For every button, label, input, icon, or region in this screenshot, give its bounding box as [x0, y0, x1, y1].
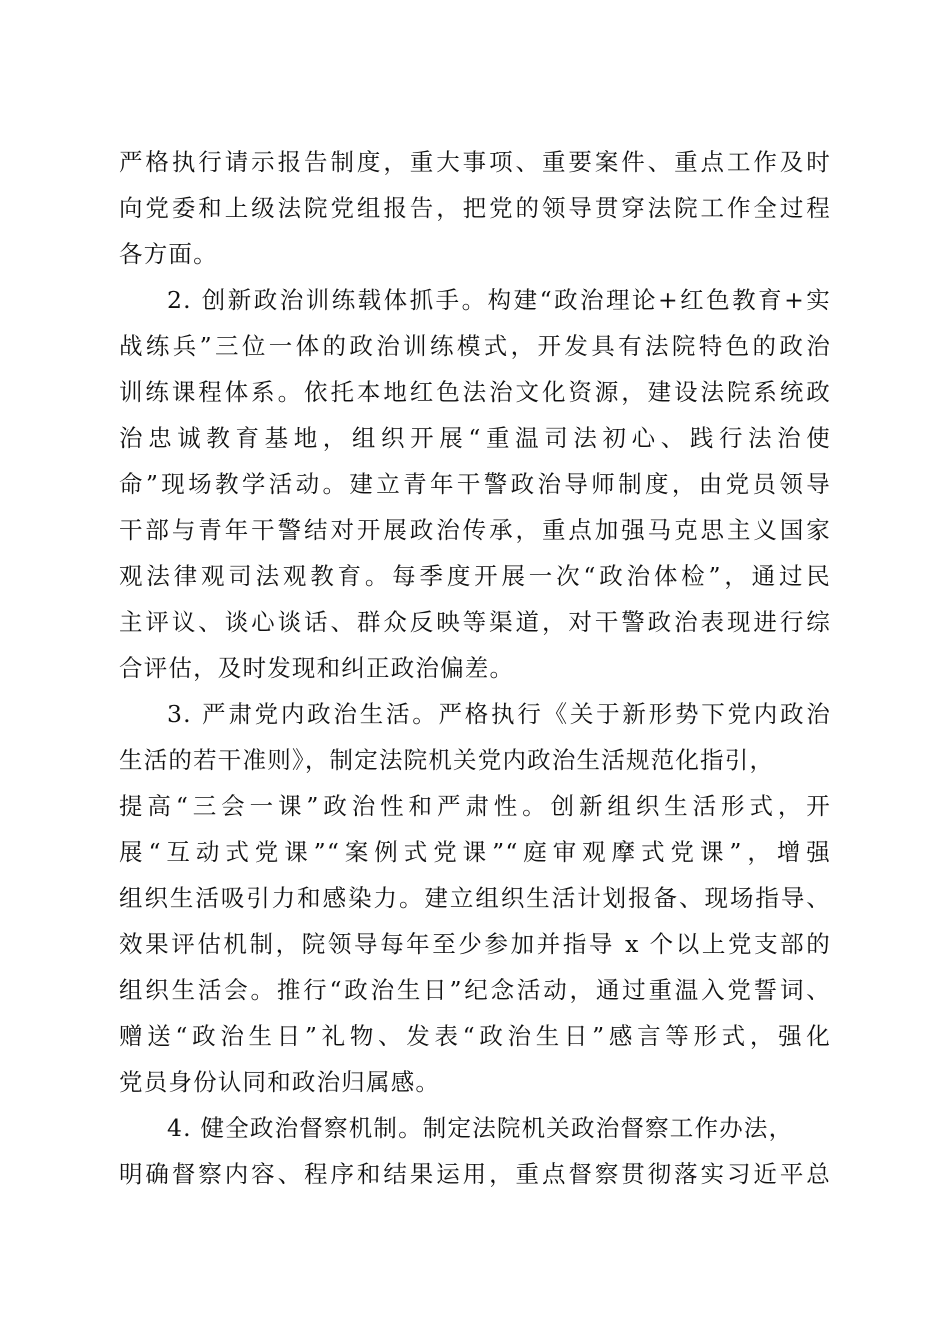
text-line: 训练课程体系。依托本地红色法治文化资源，建设法院系统政 [119, 378, 831, 406]
text-line: 生活的若干准则》，制定法院机关党内政治生活规范化指引， [119, 746, 775, 774]
text-line: 观法律观司法观教育。每季度开展一次“政治体检”，通过民 [119, 562, 831, 590]
text-line: 组织生活吸引力和感染力。建立组织生活计划报备、现场指导、 [119, 884, 831, 912]
text-line: 合评估，及时发现和纠正政治偏差。 [119, 654, 515, 682]
text-line: 治忠诚教育基地，组织开展“重温司法初心、践行法治使 [119, 424, 831, 452]
text-line: 组织生活会。推行“政治生日”纪念活动，通过重温入党誓词、 [119, 976, 831, 1004]
paragraph-4-heading-line: 4. 健全政治督察机制。制定法院机关政治督察工作办法， [167, 1114, 794, 1142]
text-line: 命”现场教学活动。建立青年干警政治导师制度，由党员领导 [119, 470, 831, 498]
text-line: 提高“三会一课”政治性和严肃性。创新组织生活形式，开 [119, 792, 831, 820]
text-line: 各方面。 [119, 240, 218, 268]
text-line: 主评议、谈心谈话、群众反映等渠道，对干警政治表现进行综 [119, 608, 831, 636]
paragraph-2-heading-line: 2. 创新政治训练载体抓手。构建“政治理论+红色教育+实 [167, 286, 831, 314]
text-line: 展“互动式党课”“案例式党课”“庭审观摩式党课”，增强 [119, 838, 831, 866]
paragraph-3-heading-line: 3. 严肃党内政治生活。严格执行《关于新形势下党内政治 [167, 700, 831, 728]
text-line: 赠送“政治生日”礼物、发表“政治生日”感言等形式，强化 [119, 1022, 831, 1050]
text-line: 战练兵”三位一体的政治训练模式，开发具有法院特色的政治 [119, 332, 831, 360]
document-body [119, 139, 831, 1197]
text-line: 干部与青年干警结对开展政治传承，重点加强马克思主义国家 [119, 516, 831, 544]
text-line: 严格执行请示报告制度，重大事项、重要案件、重点工作及时 [119, 148, 831, 176]
text-line: 向党委和上级法院党组报告，把党的领导贯穿法院工作全过程 [119, 194, 831, 222]
text-line: 效果评估机制，院领导每年至少参加并指导 x 个以上党支部的 [119, 930, 831, 958]
text-line: 党员身份认同和政治归属感。 [119, 1068, 441, 1096]
text-line: 明确督察内容、程序和结果运用，重点督察贯彻落实习近平总 [119, 1160, 831, 1188]
